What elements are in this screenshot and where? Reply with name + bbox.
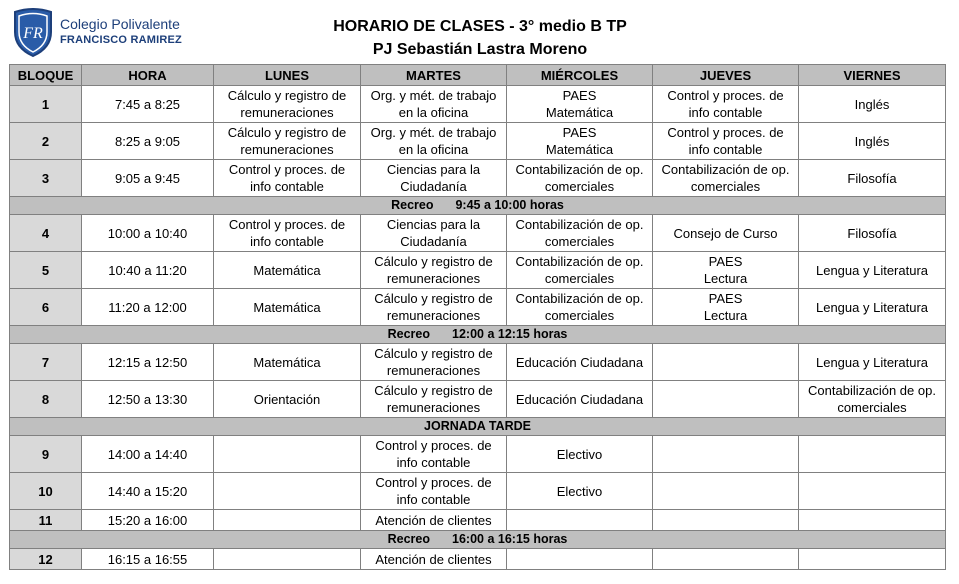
class-cell-lunes bbox=[214, 473, 361, 510]
schedule-row bbox=[10, 436, 946, 473]
column-header: VIERNES bbox=[799, 65, 946, 86]
break-row bbox=[10, 418, 946, 436]
class-cell-miercoles: PAES Matemática bbox=[507, 86, 653, 123]
hora-cell: 14:40 a 15:20 bbox=[82, 473, 214, 510]
class-cell-lunes: Control y proces. de info contable bbox=[214, 215, 361, 252]
column-header: JUEVES bbox=[653, 65, 799, 86]
class-cell-jueves bbox=[653, 436, 799, 473]
break-cell bbox=[10, 326, 946, 344]
bloque-cell: 9 bbox=[10, 436, 82, 473]
class-cell-jueves bbox=[653, 381, 799, 418]
class-cell-miercoles: Contabilización de op. comerciales bbox=[507, 160, 653, 197]
break-row bbox=[10, 531, 946, 549]
schedule-row bbox=[10, 215, 946, 252]
break-row bbox=[10, 197, 946, 215]
page-title: HORARIO DE CLASES - 3° medio B TP bbox=[333, 18, 627, 35]
class-cell-viernes: Filosofía bbox=[799, 215, 946, 252]
break-label: JORNADA TARDE bbox=[424, 419, 531, 433]
class-cell-viernes: Contabilización de op. comerciales bbox=[799, 381, 946, 418]
school-name: Colegio Polivalente bbox=[60, 16, 180, 32]
class-cell-jueves: Consejo de Curso bbox=[653, 215, 799, 252]
school-name-sub: FRANCISCO RAMIREZ bbox=[60, 34, 182, 46]
class-cell-viernes: Lengua y Literatura bbox=[799, 289, 946, 326]
class-cell-viernes bbox=[799, 473, 946, 510]
class-cell-viernes bbox=[799, 510, 946, 531]
schedule-row bbox=[10, 473, 946, 510]
class-cell-lunes: Cálculo y registro de remuneraciones bbox=[214, 86, 361, 123]
schedule-row bbox=[10, 344, 946, 381]
school-logo bbox=[12, 8, 182, 60]
class-cell-viernes: Filosofía bbox=[799, 160, 946, 197]
class-cell-jueves bbox=[653, 549, 799, 570]
class-cell-viernes: Inglés bbox=[799, 86, 946, 123]
break-label: Recreo bbox=[387, 532, 431, 546]
schedule-row bbox=[10, 123, 946, 160]
class-cell-miercoles: Electivo bbox=[507, 436, 653, 473]
class-cell-miercoles: Contabilización de op. comerciales bbox=[507, 215, 653, 252]
break-cell bbox=[10, 531, 946, 549]
hora-cell: 10:00 a 10:40 bbox=[82, 215, 214, 252]
bloque-cell: 7 bbox=[10, 344, 82, 381]
schedule-row bbox=[10, 381, 946, 418]
class-cell-lunes bbox=[214, 510, 361, 531]
hora-cell: 7:45 a 8:25 bbox=[82, 86, 214, 123]
class-cell-miercoles: Contabilización de op. comerciales bbox=[507, 252, 653, 289]
break-cell bbox=[10, 418, 946, 436]
bloque-cell: 6 bbox=[10, 289, 82, 326]
schedule-table bbox=[9, 64, 946, 570]
bloque-cell: 4 bbox=[10, 215, 82, 252]
shield-monogram: FR bbox=[23, 25, 43, 42]
hora-cell: 10:40 a 11:20 bbox=[82, 252, 214, 289]
schedule-row bbox=[10, 86, 946, 123]
class-cell-miercoles: Educación Ciudadana bbox=[507, 381, 653, 418]
column-header: HORA bbox=[82, 65, 214, 86]
bloque-cell: 3 bbox=[10, 160, 82, 197]
class-cell-lunes: Control y proces. de info contable bbox=[214, 160, 361, 197]
bloque-cell: 1 bbox=[10, 86, 82, 123]
hora-cell: 16:15 a 16:55 bbox=[82, 549, 214, 570]
class-cell-lunes: Matemática bbox=[214, 344, 361, 381]
class-cell-viernes bbox=[799, 436, 946, 473]
class-cell-martes: Org. y mét. de trabajo en la oficina bbox=[361, 86, 507, 123]
class-cell-miercoles bbox=[507, 510, 653, 531]
class-cell-lunes: Orientación bbox=[214, 381, 361, 418]
class-cell-jueves bbox=[653, 510, 799, 531]
class-cell-jueves bbox=[653, 473, 799, 510]
class-cell-miercoles: Educación Ciudadana bbox=[507, 344, 653, 381]
bloque-cell: 5 bbox=[10, 252, 82, 289]
class-cell-miercoles: PAES Matemática bbox=[507, 123, 653, 160]
hora-cell: 12:15 a 12:50 bbox=[82, 344, 214, 381]
column-header: MARTES bbox=[361, 65, 507, 86]
bloque-cell: 8 bbox=[10, 381, 82, 418]
class-cell-jueves bbox=[653, 344, 799, 381]
class-cell-viernes: Inglés bbox=[799, 123, 946, 160]
bloque-cell: 2 bbox=[10, 123, 82, 160]
column-header: LUNES bbox=[214, 65, 361, 86]
class-cell-lunes bbox=[214, 436, 361, 473]
break-time: 9:45 a 10:00 horas bbox=[455, 198, 564, 212]
schedule-row bbox=[10, 549, 946, 570]
hora-cell: 8:25 a 9:05 bbox=[82, 123, 214, 160]
class-cell-viernes: Lengua y Literatura bbox=[799, 252, 946, 289]
hora-cell: 14:00 a 14:40 bbox=[82, 436, 214, 473]
class-cell-lunes: Cálculo y registro de remuneraciones bbox=[214, 123, 361, 160]
class-cell-martes: Cálculo y registro de remuneraciones bbox=[361, 289, 507, 326]
hora-cell: 9:05 a 9:45 bbox=[82, 160, 214, 197]
class-cell-martes: Atención de clientes bbox=[361, 510, 507, 531]
header-row bbox=[10, 65, 946, 86]
page-header bbox=[0, 0, 959, 64]
bloque-cell: 12 bbox=[10, 549, 82, 570]
class-cell-miercoles: Electivo bbox=[507, 473, 653, 510]
schedule-row bbox=[10, 252, 946, 289]
class-cell-viernes bbox=[799, 549, 946, 570]
break-label: Recreo bbox=[387, 327, 431, 341]
break-time: 16:00 a 16:15 horas bbox=[452, 532, 568, 546]
class-cell-martes: Control y proces. de info contable bbox=[361, 436, 507, 473]
bloque-cell: 11 bbox=[10, 510, 82, 531]
schedule-row bbox=[10, 510, 946, 531]
page-subtitle: PJ Sebastián Lastra Moreno bbox=[372, 41, 588, 58]
column-header: BLOQUE bbox=[10, 65, 82, 86]
class-cell-lunes: Matemática bbox=[214, 252, 361, 289]
class-cell-miercoles bbox=[507, 549, 653, 570]
class-cell-martes: Control y proces. de info contable bbox=[361, 473, 507, 510]
class-cell-jueves: PAES Lectura bbox=[653, 289, 799, 326]
bloque-cell: 10 bbox=[10, 473, 82, 510]
hora-cell: 11:20 a 12:00 bbox=[82, 289, 214, 326]
class-cell-martes: Atención de clientes bbox=[361, 549, 507, 570]
class-cell-lunes: Matemática bbox=[214, 289, 361, 326]
class-cell-martes: Cálculo y registro de remuneraciones bbox=[361, 252, 507, 289]
class-cell-jueves: Control y proces. de info contable bbox=[653, 123, 799, 160]
class-cell-martes: Cálculo y registro de remuneraciones bbox=[361, 381, 507, 418]
class-cell-martes: Cálculo y registro de remuneraciones bbox=[361, 344, 507, 381]
class-cell-martes: Ciencias para la Ciudadanía bbox=[361, 160, 507, 197]
schedule-row bbox=[10, 289, 946, 326]
column-header: MIÉRCOLES bbox=[507, 65, 653, 86]
break-row bbox=[10, 326, 946, 344]
class-cell-jueves: PAES Lectura bbox=[653, 252, 799, 289]
break-label: Recreo bbox=[391, 198, 434, 212]
break-cell bbox=[10, 197, 946, 215]
class-cell-jueves: Contabilización de op. comerciales bbox=[653, 160, 799, 197]
class-cell-jueves: Control y proces. de info contable bbox=[653, 86, 799, 123]
schedule-row bbox=[10, 160, 946, 197]
class-cell-martes: Org. y mét. de trabajo en la oficina bbox=[361, 123, 507, 160]
class-cell-martes: Ciencias para la Ciudadanía bbox=[361, 215, 507, 252]
class-cell-viernes: Lengua y Literatura bbox=[799, 344, 946, 381]
hora-cell: 12:50 a 13:30 bbox=[82, 381, 214, 418]
school-shield-icon bbox=[12, 8, 54, 58]
class-cell-lunes bbox=[214, 549, 361, 570]
hora-cell: 15:20 a 16:00 bbox=[82, 510, 214, 531]
class-cell-miercoles: Contabilización de op. comerciales bbox=[507, 289, 653, 326]
break-time: 12:00 a 12:15 horas bbox=[452, 327, 568, 341]
